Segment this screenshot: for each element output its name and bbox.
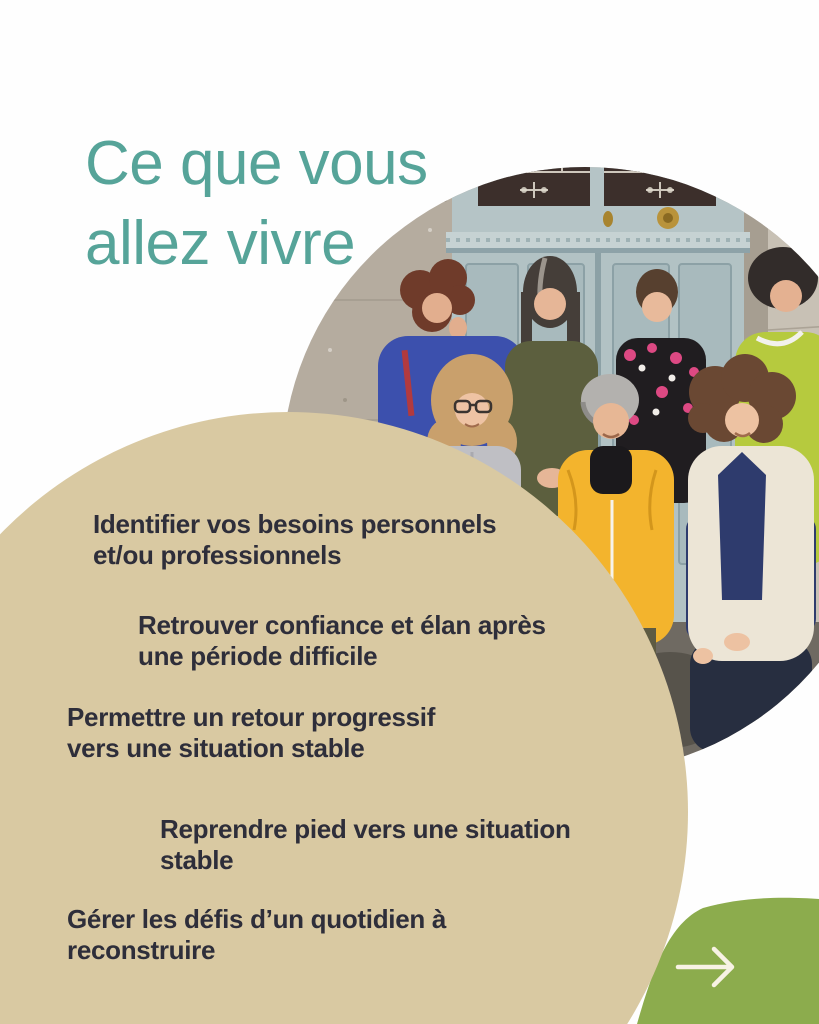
benefit-item-5-line1: Gérer les défis d’un quotidien à xyxy=(67,904,447,934)
benefit-item-3-line1: Permettre un retour progressif xyxy=(67,702,436,732)
page-title-line1: Ce que vous xyxy=(85,128,428,198)
arrow-right-icon xyxy=(672,940,744,994)
page-title xyxy=(85,124,428,284)
benefit-item-5-line2: reconstruire xyxy=(67,935,216,965)
benefit-item-4-line1: Reprendre pied vers une situation xyxy=(160,814,571,844)
benefit-item-3-line2: vers une situation stable xyxy=(67,733,365,763)
next-arrow-button[interactable] xyxy=(672,940,744,994)
benefit-item-2-line2: une période difficile xyxy=(138,641,378,671)
benefit-item-1-line2: et/ou professionnels xyxy=(93,540,342,570)
benefit-item-4-line2: stable xyxy=(160,845,234,875)
benefit-item-2-line1: Retrouver confiance et élan après xyxy=(138,610,546,640)
benefit-item-1-line1: Identifier vos besoins personnels xyxy=(93,509,497,539)
page-title-line2: allez vivre xyxy=(85,208,356,278)
